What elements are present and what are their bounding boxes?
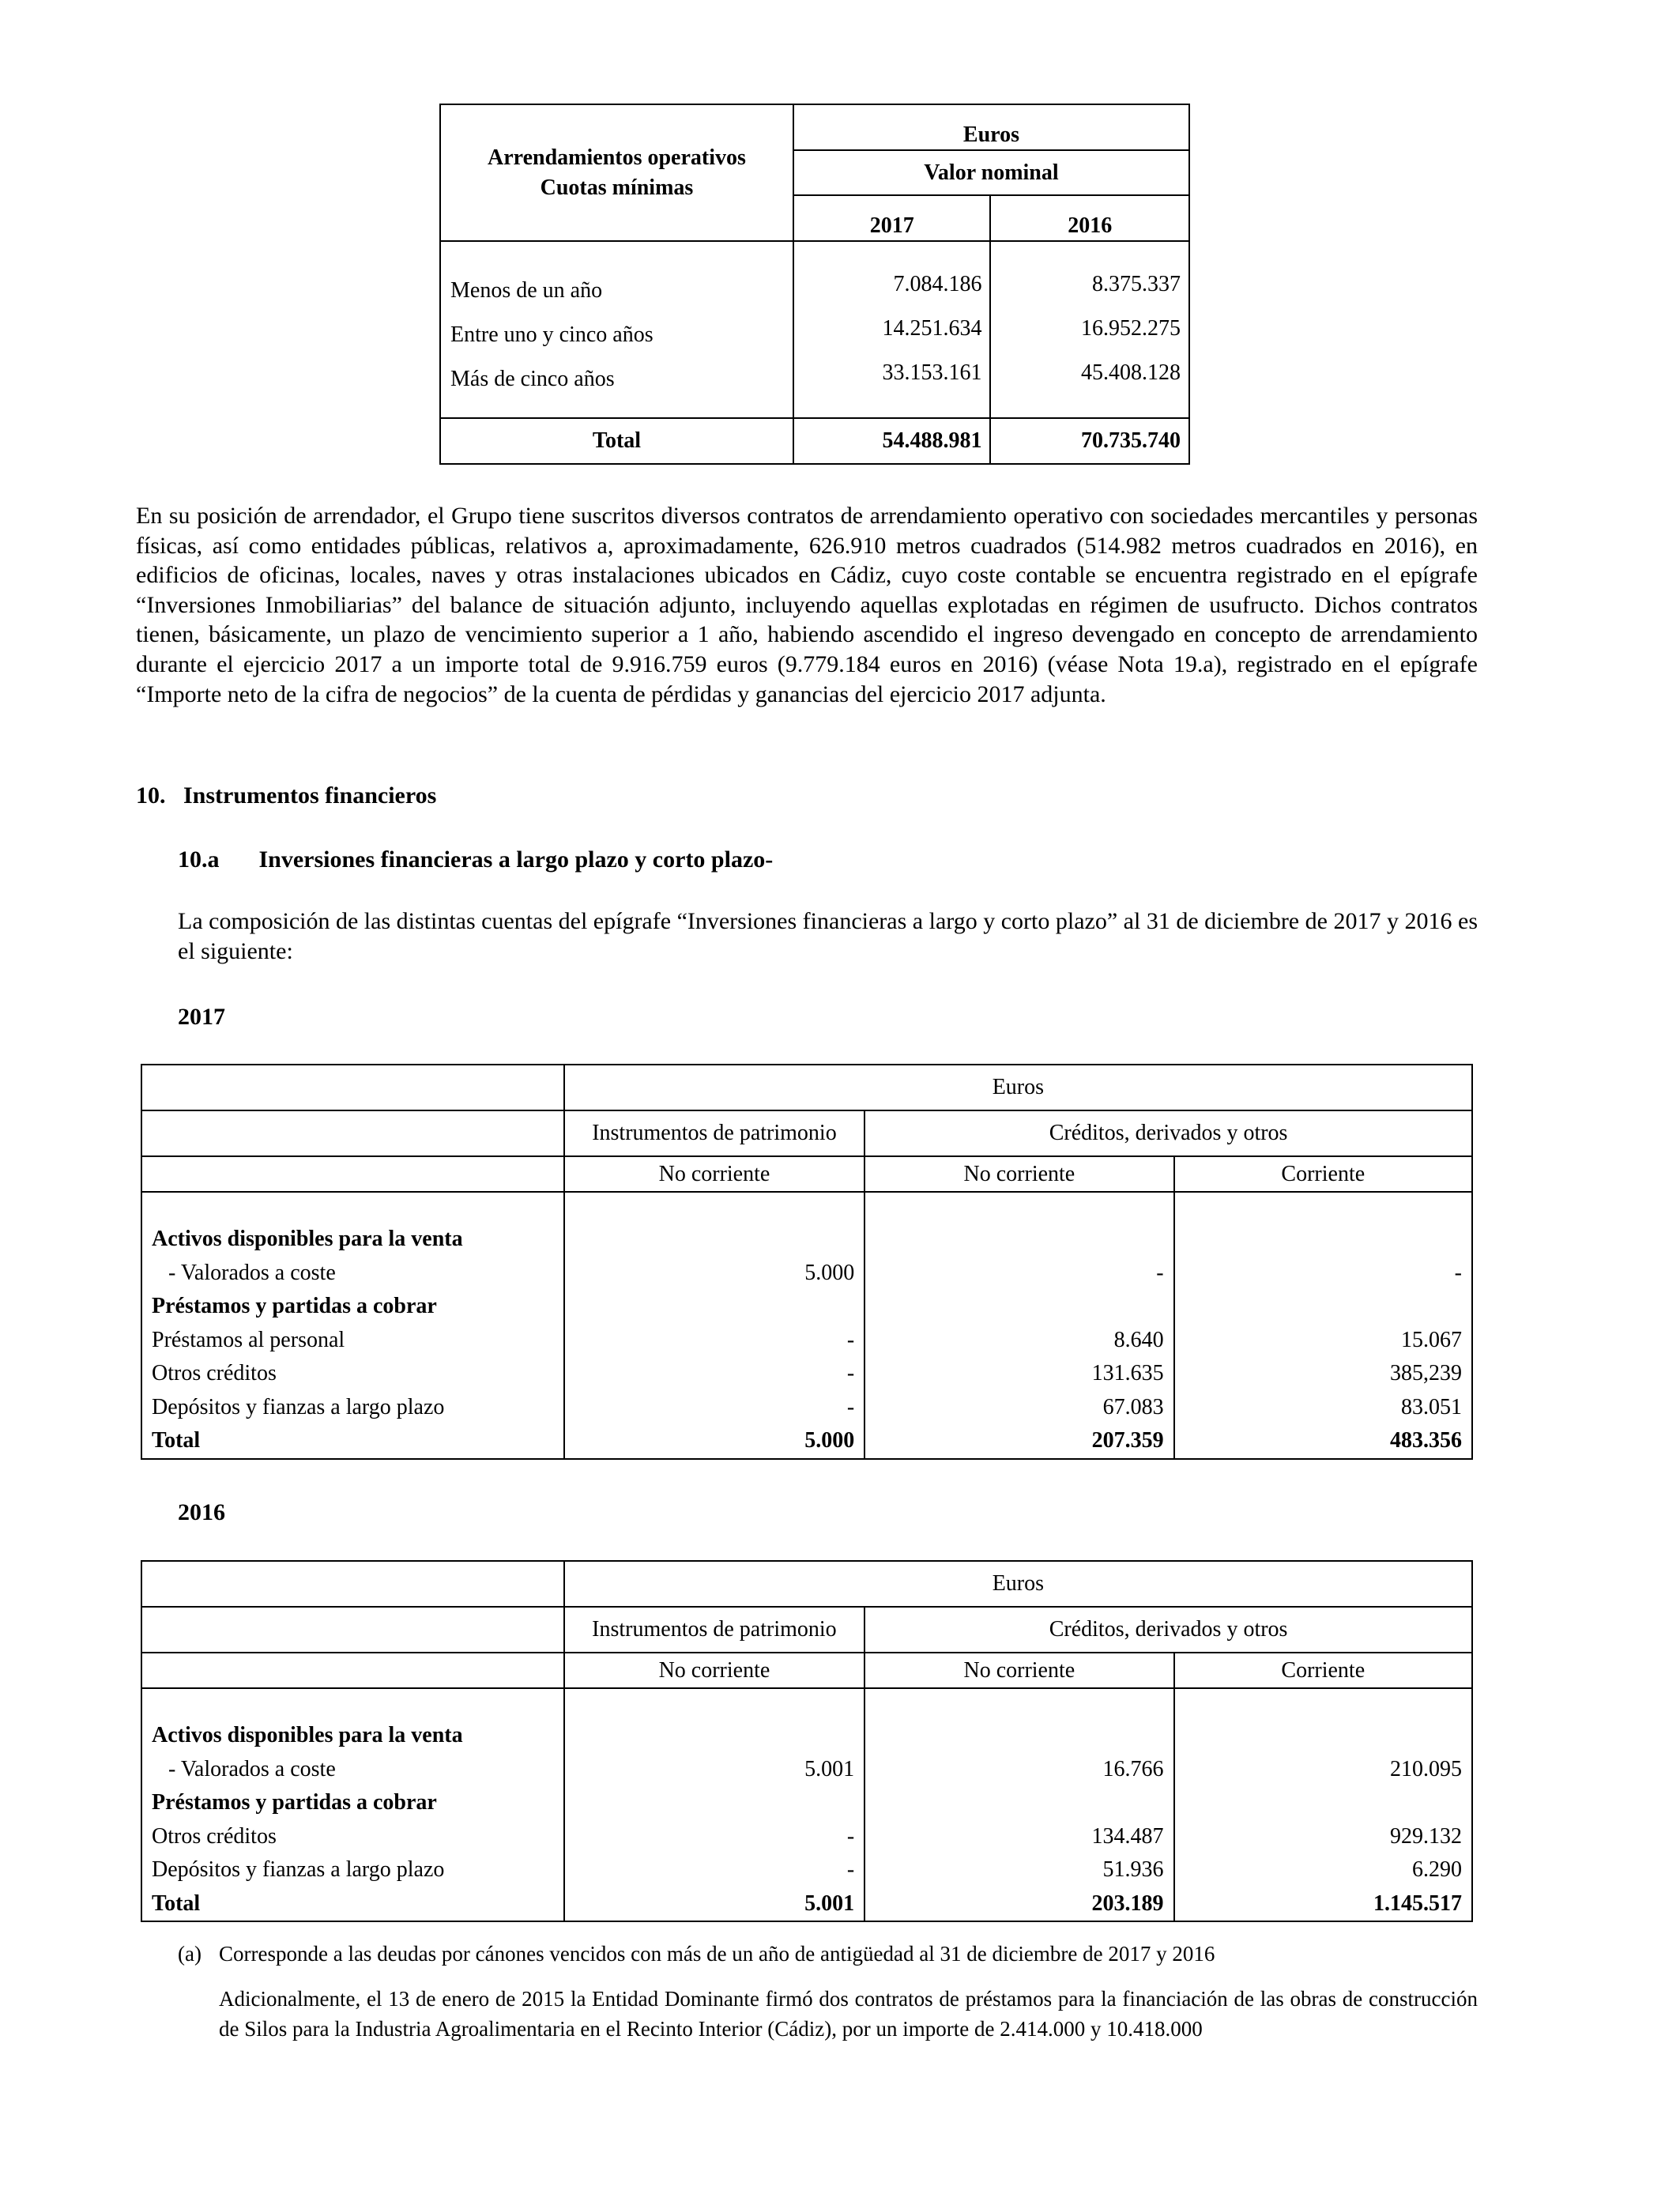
lease-table-header-line1: Arrendamientos operativos [488, 145, 746, 170]
financial-investments-2017-table [141, 1064, 1473, 1460]
table-cell [565, 1786, 854, 1820]
section-10-number: 10. [136, 782, 166, 809]
fin-header-col3: Corriente [1174, 1156, 1472, 1192]
table-cell: 207.359 [1091, 1428, 1164, 1453]
financial-investments-2016-table [141, 1560, 1473, 1922]
fin-header-group2: Créditos, derivados y otros [864, 1110, 1472, 1156]
table-cell: 5.001 [804, 1756, 855, 1781]
table-row-label: Activos disponibles para la venta [152, 1227, 463, 1251]
table-cell: 5.001 [804, 1891, 855, 1916]
table-cell: 51.936 [1102, 1857, 1164, 1882]
lease-row-value: 7.084.186 [893, 272, 982, 296]
lease-table-year-2016: 2016 [990, 195, 1189, 241]
footnote [178, 1940, 1215, 1969]
table-cell [865, 1290, 1163, 1324]
fin-header-col3: Corriente [1174, 1653, 1472, 1688]
fin-2017-col1 [564, 1192, 864, 1459]
header-blank [141, 1065, 564, 1110]
table-cell: 134.487 [1091, 1823, 1164, 1849]
lease-row-value: 8.375.337 [1092, 272, 1181, 296]
lease-table-currency: Euros [793, 104, 1189, 150]
table-cell [565, 1223, 854, 1257]
table-cell: 67.083 [1102, 1394, 1164, 1419]
lease-table-header-label [440, 104, 793, 241]
header-blank [141, 1607, 564, 1653]
footnote-text: Corresponde a las deudas por cánones vencidos con más de un año de antigüedad al 31 de diciembre de 2017 y 2016 [219, 1942, 1215, 1966]
table-row-label: Total [152, 1428, 201, 1453]
lease-total-2016: 70.735.740 [990, 418, 1189, 464]
table-cell: - [1156, 1260, 1164, 1285]
table-cell: - [846, 1327, 855, 1352]
lessor-paragraph: En su posición de arrendador, el Grupo tiene suscritos diversos contratos de arrendamiento operativo con sociedades mercantiles y personas físicas, así como entidades públicas, relativos a, aproximadamente, 626.910 metros cuadrados (514.982 metros cuadrados en 2016), en edificios de oficinas, locales, naves y otras instalaciones ubicados en Cádiz, cuyo coste contable se encuentra registrado en el epígrafe “Inversiones Inmobiliarias” del balance de situación adjunto, incluyendo aquellas explotadas en régimen de usufructo. Dichos contratos tienen, básicamente, un plazo de vencimiento superior a 1 año, habiendo ascendido el ingreso devengado en concepto de arrendamiento durante el ejercicio 2017 a un importe total de 9.916.759 euros (9.779.184 euros en 2016) (véase Nota 19.a), registrado en el epígrafe “Importe neto de la cifra de negocios” de la cuenta de pérdidas y ganancias del ejercicio 2017 adjunta. [136, 503, 1478, 707]
fin-2016-col3 [1174, 1688, 1472, 1921]
lease-table-values-2017 [793, 241, 991, 418]
header-blank [141, 1110, 564, 1156]
table-cell: - [846, 1361, 855, 1385]
lease-total-2017: 54.488.981 [793, 418, 991, 464]
header-blank [141, 1156, 564, 1192]
table-cell: 8.640 [1113, 1327, 1164, 1352]
table-cell [565, 1719, 854, 1753]
fin-header-currency: Euros [564, 1561, 1472, 1607]
fin-header-col1: No corriente [564, 1653, 864, 1688]
lease-row-value: 14.251.634 [882, 316, 982, 341]
section-10-heading [136, 782, 436, 809]
table-cell: 6.290 [1412, 1857, 1462, 1882]
section-10a-number: 10.a [178, 846, 220, 873]
lease-table-values-2016 [990, 241, 1189, 418]
fin-header-col1: No corriente [564, 1156, 864, 1192]
fin-header-group2: Créditos, derivados y otros [864, 1607, 1472, 1653]
table-cell: - [846, 1857, 855, 1882]
table-row-label: Préstamos y partidas a cobrar [152, 1790, 437, 1815]
lease-table-year-2017: 2017 [793, 195, 991, 241]
table-cell: 1.145.517 [1373, 1891, 1462, 1916]
table-cell: 929.132 [1390, 1823, 1462, 1849]
table-cell: 210.095 [1390, 1756, 1462, 1781]
table-row-label: - Valorados a coste [152, 1260, 336, 1285]
table-cell [565, 1290, 854, 1324]
fin-2017-col2 [864, 1192, 1173, 1459]
table-row-label: Otros créditos [152, 1823, 277, 1849]
fin-header-col2: No corriente [864, 1653, 1173, 1688]
lease-table-labels [440, 241, 793, 418]
table-cell: 5.000 [804, 1260, 855, 1285]
fin-2017-col3 [1174, 1192, 1472, 1459]
fin-header-currency: Euros [564, 1065, 1472, 1110]
table-cell [1175, 1290, 1462, 1324]
table-row-label: - Valorados a coste [152, 1756, 336, 1781]
table-cell: 203.189 [1091, 1891, 1164, 1916]
section-10-title: Instrumentos financieros [183, 782, 437, 809]
fin-header-group1: Instrumentos de patrimonio [564, 1110, 864, 1156]
lease-row-value: 16.952.275 [1081, 316, 1181, 341]
section-10a-title: Inversiones financieras a largo plazo y corto plazo- [258, 846, 774, 873]
table-row-label: Activos disponibles para la venta [152, 1723, 463, 1747]
footnote-marker: (a) [178, 1942, 202, 1966]
table-cell [865, 1223, 1163, 1257]
fin-2016-col2 [864, 1688, 1173, 1921]
lease-table-subtitle: Valor nominal [793, 150, 1189, 195]
table-cell: 385,239 [1390, 1361, 1462, 1385]
year-heading-2016: 2016 [178, 1499, 225, 1525]
table-cell: 483.356 [1390, 1428, 1462, 1453]
header-blank [141, 1653, 564, 1688]
additional-paragraph: Adicionalmente, el 13 de enero de 2015 la Entidad Dominante firmó dos contratos de préstamos para la financiación de las obras de construcción de Silos para la Industria Agroalimentaria en el Recinto Interior (Cádiz), por un importe de 2.414.000 y 10.418.000 [219, 1987, 1478, 2041]
table-cell: - [846, 1823, 855, 1849]
fin-2016-col1 [564, 1688, 864, 1921]
lease-row-label: Más de cinco años [450, 367, 615, 391]
lease-row-label: Menos de un año [450, 278, 603, 303]
lease-row-value: 33.153.161 [882, 360, 982, 385]
table-cell [865, 1786, 1163, 1820]
year-heading-2017: 2017 [178, 1004, 225, 1030]
section-10a-heading [178, 846, 773, 873]
table-cell: 5.000 [804, 1428, 855, 1453]
table-cell: 131.635 [1091, 1361, 1164, 1385]
lease-total-label: Total [440, 418, 793, 464]
lease-table-header-line2: Cuotas mínimas [540, 175, 694, 200]
table-cell [1175, 1223, 1462, 1257]
table-row-label: Total [152, 1891, 201, 1916]
table-cell: 83.051 [1401, 1394, 1462, 1419]
table-row-label: Préstamos y partidas a cobrar [152, 1294, 437, 1318]
lease-minimum-payments-table [439, 104, 1190, 465]
table-cell: - [846, 1394, 855, 1419]
header-blank [141, 1561, 564, 1607]
fin-2016-labels [141, 1688, 564, 1921]
fin-2017-labels [141, 1192, 564, 1459]
table-cell: - [1454, 1260, 1462, 1285]
lease-row-value: 45.408.128 [1081, 360, 1181, 385]
table-row-label: Depósitos y fianzas a largo plazo [152, 1857, 445, 1882]
table-cell [1175, 1719, 1462, 1753]
fin-header-col2: No corriente [864, 1156, 1173, 1192]
table-cell: 16.766 [1102, 1756, 1164, 1781]
table-cell [865, 1719, 1163, 1753]
table-cell: 15.067 [1401, 1327, 1462, 1352]
table-row-label: Otros créditos [152, 1361, 277, 1385]
section-10a-intro: La composición de las distintas cuentas del epígrafe “Inversiones financieras a largo y corto plazo” al 31 de diciembre de 2017 y 2016 es el siguiente: [178, 908, 1478, 964]
table-row-label: Depósitos y fianzas a largo plazo [152, 1394, 445, 1419]
table-cell [1175, 1786, 1462, 1820]
table-row-label: Préstamos al personal [152, 1327, 345, 1352]
fin-header-group1: Instrumentos de patrimonio [564, 1607, 864, 1653]
lease-row-label: Entre uno y cinco años [450, 322, 654, 347]
